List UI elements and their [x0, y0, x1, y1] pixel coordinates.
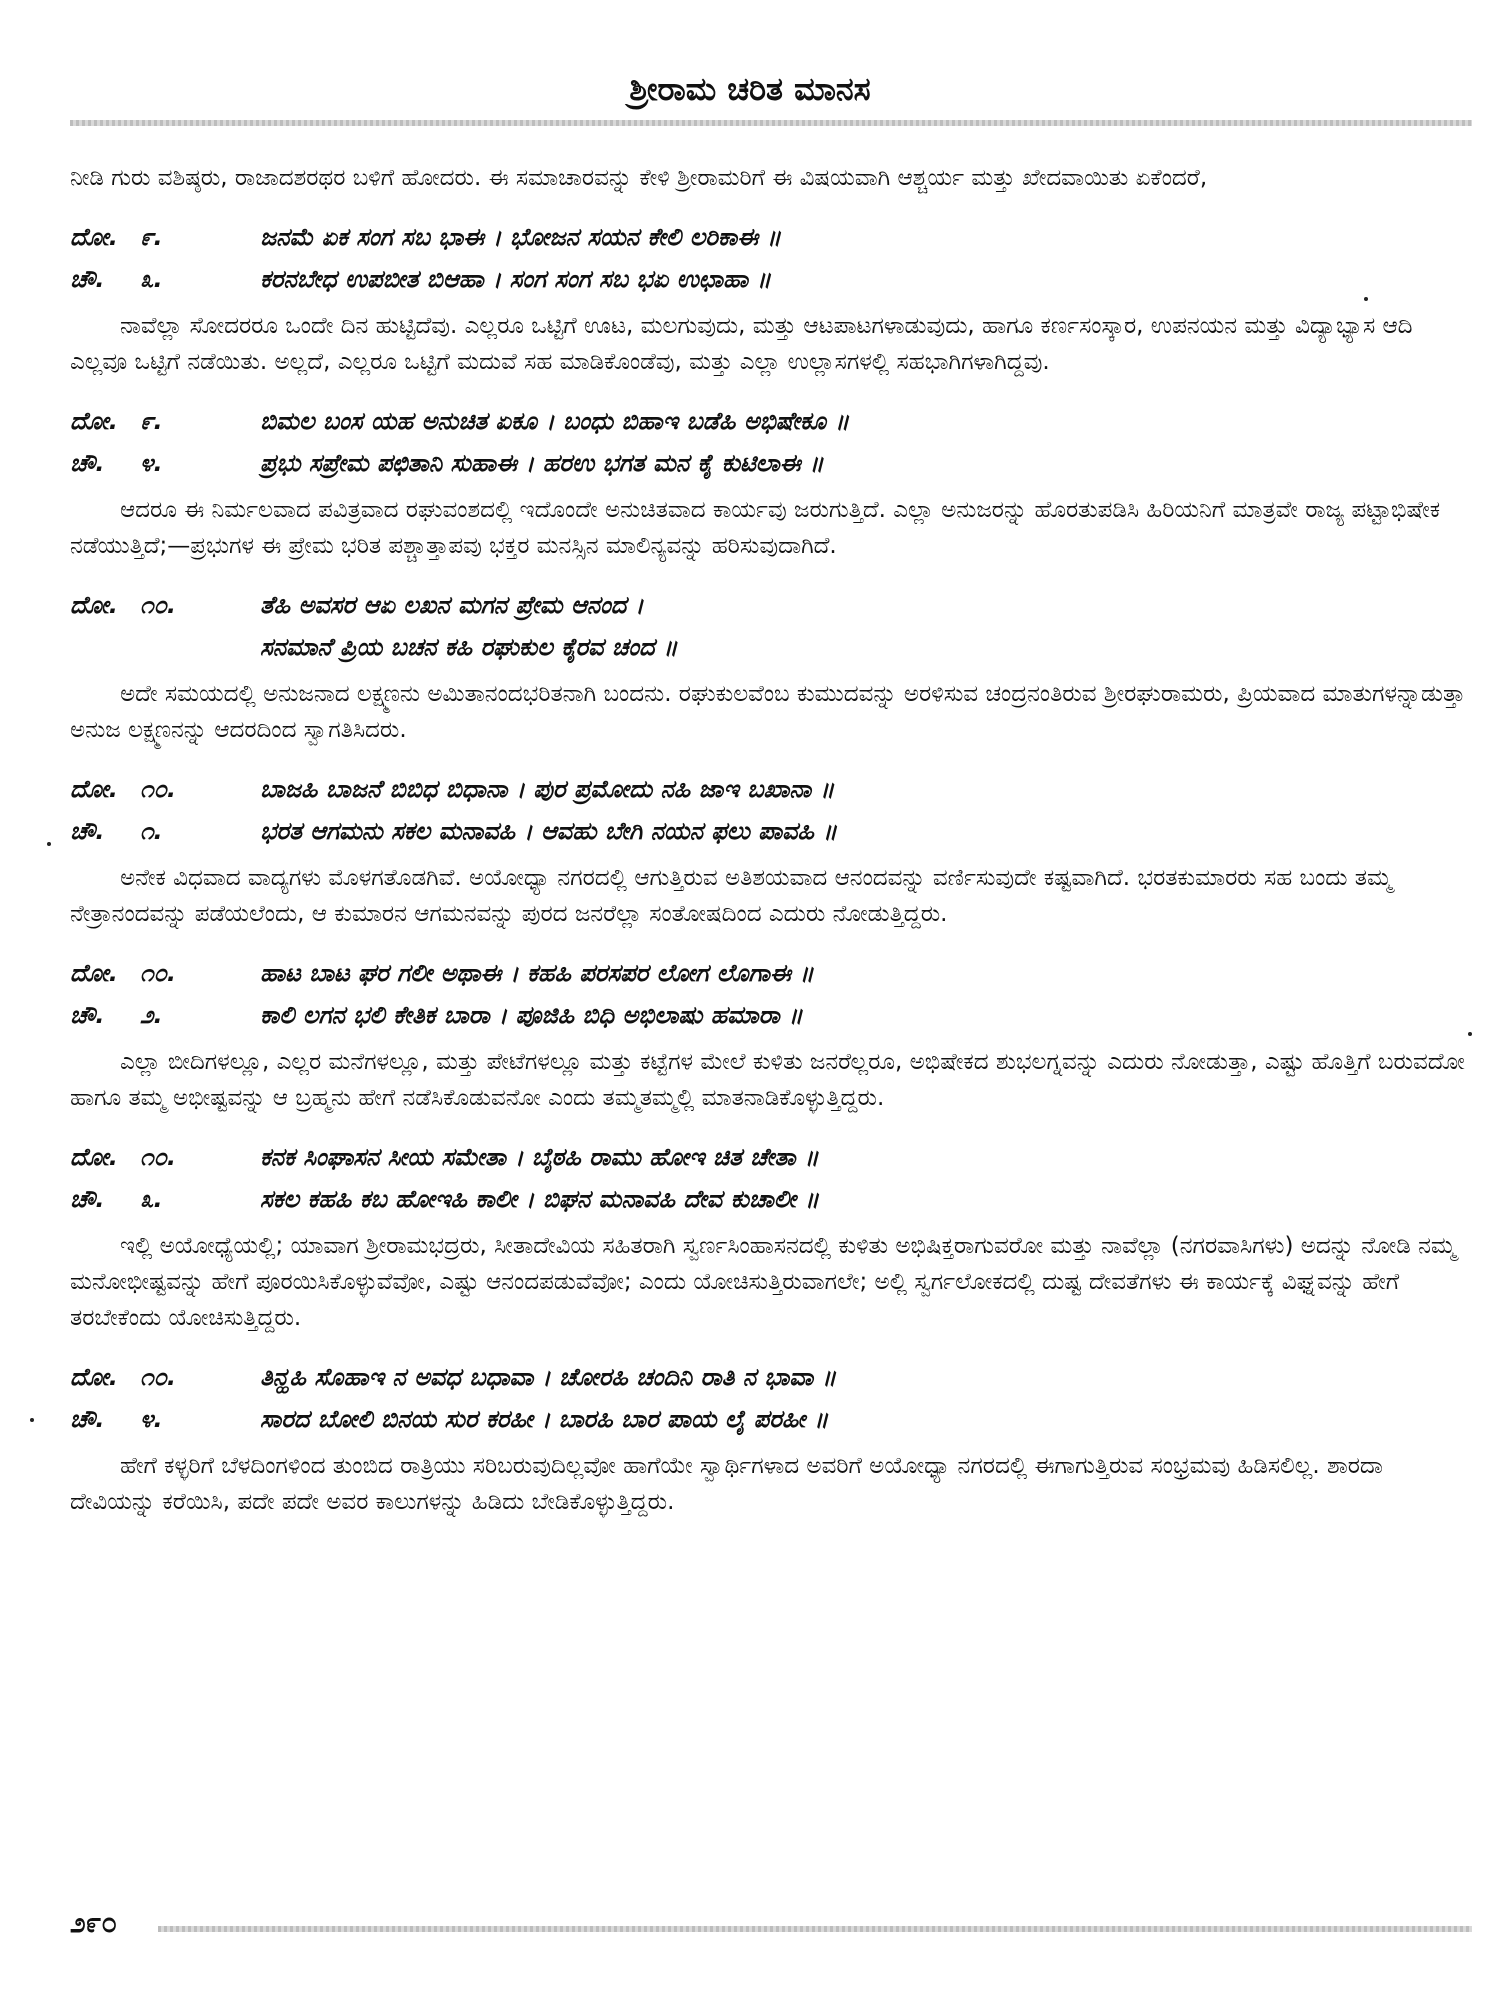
verse-label: ಚೌ. — [70, 265, 105, 293]
verse-text: ತಿನ್ಹಹಿ ಸೊಹಾಇ ನ ಅವಧ ಬಧಾವಾ । ಚೋರಹಿ ಚಂದಿನಿ ರಾತಿ ನ ಭಾವಾ ॥ — [260, 1363, 837, 1391]
prose-paragraph: ಇಲ್ಲಿ ಅಯೋಧ್ಯೆಯಲ್ಲಿ; ಯಾವಾಗ ಶ್ರೀರಾಮಭದ್ರರು, ಸೀತಾದೇವಿಯ ಸಹಿತರಾಗಿ ಸ್ವರ್ಣಸಿಂಹಾಸನದಲ್ಲಿ ಕುಳಿತು ಅಭಿಷಿಕ್ತರಾಗುವರೋ ಮತ್ತು ನಾವೆಲ್ಲಾ (ನಗರವಾಸಿಗಳು) ಅದನ್ನು ನೋಡಿ ನಮ್ಮ ಮನೋಭೀಷ್ಟವನ್ನು ಹೇಗೆ ಪೂರಯಿಸಿಕೊಳ್ಳುವೆವೋ, ಎಷ್ಟು ಆನಂದಪಡುವೆವೋ; ಎಂದು ಯೋಚಿಸುತ್ತಿರುವಾಗಲೇ; ಅಲ್ಲಿ ಸ್ವರ್ಗಲೋಕದಲ್ಲಿ ದುಷ್ಟ ದೇವತೆಗಳು ಈ ಕಾರ್ಯಕ್ಕೆ ವಿಘ್ನವನ್ನು ಹೇಗೆ ತರಬೇಕೆಂದು ಯೋಚಿಸುತ್ತಿದ್ದರು. — [70, 1233, 1456, 1331]
verse-text: ಕಾಲಿ ಲಗನ ಭಲಿ ಕೇತಿಕ ಬಾರಾ । ಪೂಜಿಹಿ ಬಿಧಿ ಅಭಿಲಾಷು ಹಮಾರಾ ॥ — [260, 1001, 803, 1029]
scan-speck — [1364, 297, 1368, 301]
verse-text: ಹಾಟ ಬಾಟ ಘರ ಗಲೀ ಅಥಾಈ । ಕಹಹಿ ಪರಸಪರ ಲೋಗ ಲೊಗಾಈ ॥ — [260, 959, 814, 987]
verse-block — [70, 952, 1470, 1036]
verse-text: ಸನಮಾನೆ ಪ್ರಿಯ ಬಚನ ಕಹಿ ರಘುಕುಲ ಕೈರವ ಚಂದ ॥ — [260, 633, 678, 661]
verse-label: ದೋ. — [70, 223, 118, 251]
scan-speck — [47, 842, 51, 846]
verse-line — [70, 626, 1470, 668]
intro-paragraph: ನೀಡಿ ಗುರು ವಶಿಷ್ಠರು, ರಾಜಾದಶರಥರ ಬಳಿಗೆ ಹೋದರು. ಈ ಸಮಾಚಾರವನ್ನು ಕೇಳಿ ಶ್ರೀರಾಮರಿಗೆ ಈ ವಿಷಯವಾಗಿ ಆಶ್ಚರ್ಯ ಮತ್ತು ಖೇದವಾಯಿತು ಏಕೆಂದರೆ, — [70, 165, 1208, 191]
verse-number: ೯. — [140, 407, 163, 435]
verse-line — [70, 442, 1470, 484]
prose-paragraph: ಅದೇ ಸಮಯದಲ್ಲಿ ಅನುಜನಾದ ಲಕ್ಷ್ಮಣನು ಅಮಿತಾನಂದಭರಿತನಾಗಿ ಬಂದನು. ರಘುಕುಲವೆಂಬ ಕುಮುದವನ್ನು ಅರಳಿಸುವ ಚಂದ್ರನಂತಿರುವ ಶ್ರೀರಘುರಾಮರು, ಪ್ರಿಯವಾದ ಮಾತುಗಳನ್ನಾಡುತ್ತಾ ಅನುಜ ಲಕ್ಷ್ಮಣನನ್ನು ಆದರದಿಂದ ಸ್ವಾಗತಿಸಿದರು. — [70, 681, 1466, 743]
verse-text: ಬಿಮಲ ಬಂಸ ಯಹ ಅನುಚಿತ ಏಕೂ । ಬಂಧು ಬಿಹಾಇ ಬಡೆಹಿ ಅಭಿಷೇಕೂ ॥ — [260, 407, 850, 435]
page-title: ಶ್ರೀರಾಮ ಚರಿತ ಮಾನಸ — [629, 70, 871, 108]
verse-line — [70, 1136, 1470, 1178]
verse-block — [70, 400, 1470, 484]
verse-label: ದೋ. — [70, 407, 118, 435]
verse-number: ೩. — [140, 265, 163, 293]
prose-paragraph: ಆದರೂ ಈ ನಿರ್ಮಲವಾದ ಪವಿತ್ರವಾದ ರಘುವಂಶದಲ್ಲಿ ಇದೊಂದೇ ಅನುಚಿತವಾದ ಕಾರ್ಯವು ಜರುಗುತ್ತಿದೆ. ಎಲ್ಲಾ ಅನುಜರನ್ನು ಹೊರತುಪಡಿಸಿ ಹಿರಿಯನಿಗೆ ಮಾತ್ರವೇ ರಾಜ್ಯ ಪಟ್ಟಾಭಿಷೇಕ ನಡೆಯುತ್ತಿದೆ;—ಪ್ರಭುಗಳ ಈ ಪ್ರೇಮ ಭರಿತ ಪಶ್ಚಾತ್ತಾಪವು ಭಕ್ತರ ಮನಸ್ಸಿನ ಮಾಲಿನ್ಯವನ್ನು ಹರಿಸುವುದಾಗಿದೆ. — [70, 497, 1441, 559]
prose-paragraph: ಎಲ್ಲಾ ಬೀದಿಗಳಲ್ಲೂ, ಎಲ್ಲರ ಮನೆಗಳಲ್ಲೂ, ಮತ್ತು ಪೇಟೆಗಳಲ್ಲೂ ಮತ್ತು ಕಟ್ಟೆಗಳ ಮೇಲೆ ಕುಳಿತು ಜನರೆಲ್ಲರೂ, ಅಭಿಷೇಕದ ಶುಭಲಗ್ನವನ್ನು ಎದುರು ನೋಡುತ್ತಾ, ಎಷ್ಟು ಹೊತ್ತಿಗೆ ಬರುವದೋ ಹಾಗೂ ತಮ್ಮ ಅಭೀಷ್ಟವನ್ನು ಆ ಬ್ರಹ್ಮನು ಹೇಗೆ ನಡೆಸಿಕೊಡುವನೋ ಎಂದು ತಮ್ಮತಮ್ಮಲ್ಲಿ ಮಾತನಾಡಿಕೊಳ್ಳುತ್ತಿದ್ದರು. — [70, 1049, 1465, 1111]
verse-block — [70, 768, 1470, 852]
verse-line — [70, 400, 1470, 442]
verse-text: ಜನಮೆ ಏಕ ಸಂಗ ಸಬ ಭಾಈ । ಭೋಜನ ಸಯನ ಕೇಲಿ ಲರಿಕಾಈ ॥ — [260, 223, 782, 251]
verse-label: ಚೌ. — [70, 1405, 105, 1433]
page-number: ೨೯೦ — [70, 1906, 118, 1939]
verse-label: ಚೌ. — [70, 1185, 105, 1213]
verse-block — [70, 216, 1470, 300]
verse-label: ದೋ. — [70, 1363, 118, 1391]
verse-number: ೧೦. — [140, 1363, 176, 1391]
prose-paragraph: ಅನೇಕ ವಿಧವಾದ ವಾದ್ಯಗಳು ಮೊಳಗತೊಡಗಿವೆ. ಅಯೋಧ್ಯಾ ನಗರದಲ್ಲಿ ಆಗುತ್ತಿರುವ ಅತಿಶಯವಾದ ಆನಂದವನ್ನು ವರ್ಣಿಸುವುದೇ ಕಷ್ಟವಾಗಿದೆ. ಭರತಕುಮಾರರು ಸಹ ಬಂದು ತಮ್ಮ ನೇತ್ರಾನಂದವನ್ನು ಪಡೆಯಲೆಂದು, ಆ ಕುಮಾರನ ಆಗಮನವನ್ನು ಪುರದ ಜನರೆಲ್ಲಾ ಸಂತೋಷದಿಂದ ಎದುರು ನೋಡುತ್ತಿದ್ದರು. — [70, 865, 1392, 927]
verse-line — [70, 768, 1470, 810]
scan-speck — [1468, 1032, 1472, 1036]
verse-label: ದೋ. — [70, 959, 118, 987]
verse-text: ಬಾಜಹಿ ಬಾಜನೆ ಬಿಬಿಧ ಬಿಧಾನಾ । ಪುರ ಪ್ರಮೋದು ನಹಿ ಜಾಇ ಬಖಾನಾ ॥ — [260, 775, 835, 803]
prose-paragraph: ನಾವೆಲ್ಲಾ ಸೋದರರೂ ಒಂದೇ ದಿನ ಹುಟ್ಟಿದೆವು. ಎಲ್ಲರೂ ಒಟ್ಟಿಗೆ ಊಟ, ಮಲಗುವುದು, ಮತ್ತು ಆಟಪಾಟಗಳಾಡುವುದು, ಹಾಗೂ ಕರ್ಣಸಂಸ್ಕಾರ, ಉಪನಯನ ಮತ್ತು ವಿದ್ಯಾಭ್ಯಾಸ ಆದಿ ಎಲ್ಲವೂ ಒಟ್ಟಿಗೆ ನಡೆಯಿತು. ಅಲ್ಲದೆ, ಎಲ್ಲರೂ ಒಟ್ಟಿಗೆ ಮದುವೆ ಸಹ ಮಾಡಿಕೊಂಡೆವು, ಮತ್ತು ಎಲ್ಲಾ ಉಲ್ಲಾಸಗಳಲ್ಲಿ ಸಹಭಾಗಿಗಳಾಗಿದ್ದವು. — [70, 313, 1413, 375]
verse-number: ೧೦. — [140, 591, 176, 619]
scan-speck — [30, 1418, 34, 1422]
verse-text: ಸಾರದ ಬೋಲಿ ಬಿನಯ ಸುರ ಕರಹೀ । ಬಾರಹಿ ಬಾರ ಪಾಯ ಲೈ ಪರಹೀ ॥ — [260, 1405, 829, 1433]
verse-line — [70, 810, 1470, 852]
verse-text: ತೆಹಿ ಅವಸರ ಆಏ ಲಖನ ಮಗನ ಪ್ರೇಮ ಆನಂದ । — [260, 591, 644, 619]
verse-line — [70, 216, 1470, 258]
verse-number: ೧. — [140, 817, 163, 845]
verse-label: ಚೌ. — [70, 449, 105, 477]
verse-block — [70, 584, 1470, 668]
verse-text: ಕರನಬೇಧ ಉಪಬೀತ ಬಿಆಹಾ । ಸಂಗ ಸಂಗ ಸಬ ಭಏ ಉಛಾಹಾ ॥ — [260, 265, 772, 293]
verse-label: ದೋ. — [70, 591, 118, 619]
footer-divider — [158, 1926, 1472, 1932]
verse-label: ಚೌ. — [70, 817, 105, 845]
verse-block — [70, 1136, 1470, 1220]
verse-number: ೯. — [140, 223, 163, 251]
prose-paragraph: ಹೇಗೆ ಕಳ್ಳರಿಗೆ ಬೆಳದಿಂಗಳಿಂದ ತುಂಬಿದ ರಾತ್ರಿಯು ಸರಿಬರುವುದಿಲ್ಲವೋ ಹಾಗೆಯೇ ಸ್ವಾರ್ಥಿಗಳಾದ ಅವರಿಗೆ ಅಯೋಧ್ಯಾ ನಗರದಲ್ಲಿ ಈಗಾಗುತ್ತಿರುವ ಸಂಭ್ರಮವು ಹಿಡಿಸಲಿಲ್ಲ. ಶಾರದಾ ದೇವಿಯನ್ನು ಕರೆಯಿಸಿ, ಪದೇ ಪದೇ ಅವರ ಕಾಲುಗಳನ್ನು ಹಿಡಿದು ಬೇಡಿಕೊಳ್ಳುತ್ತಿದ್ದರು. — [70, 1453, 1383, 1515]
verse-line — [70, 1398, 1470, 1440]
verse-line — [70, 1178, 1470, 1220]
verse-text: ಪ್ರಭು ಸಪ್ರೇಮ ಪಛಿತಾನಿ ಸುಹಾಈ । ಹರಉ ಭಗತ ಮನ ಕೈ ಕುಟಿಲಾಈ ॥ — [260, 449, 824, 477]
verse-line — [70, 258, 1470, 300]
verse-label: ಚೌ. — [70, 1001, 105, 1029]
verse-number: ೧೦. — [140, 959, 176, 987]
verse-line — [70, 1356, 1470, 1398]
page-body — [70, 160, 1470, 1520]
verse-label: ದೋ. — [70, 1143, 118, 1171]
verse-line — [70, 994, 1470, 1036]
verse-number: ೪. — [140, 1405, 163, 1433]
verse-line — [70, 584, 1470, 626]
verse-block — [70, 1356, 1470, 1440]
header-divider — [70, 120, 1472, 126]
verse-label: ದೋ. — [70, 775, 118, 803]
verse-number: ೩. — [140, 1185, 163, 1213]
verse-text: ಸಕಲ ಕಹಹಿ ಕಬ ಹೋಇಹಿ ಕಾಲೀ । ಬಿಘನ ಮನಾವಹಿ ದೇವ ಕುಚಾಲೀ ॥ — [260, 1185, 820, 1213]
verse-number: ೨. — [140, 1001, 163, 1029]
verse-line — [70, 952, 1470, 994]
verse-number: ೧೦. — [140, 1143, 176, 1171]
verse-number: ೧೦. — [140, 775, 176, 803]
verse-sections — [70, 216, 1470, 1520]
verse-number: ೪. — [140, 449, 163, 477]
verse-text: ಕನಕ ಸಿಂಘಾಸನ ಸೀಯ ಸಮೇತಾ । ಬೈಠಹಿ ರಾಮು ಹೋಇ ಚಿತ ಚೇತಾ ॥ — [260, 1143, 819, 1171]
verse-text: ಭರತ ಆಗಮನು ಸಕಲ ಮನಾವಹಿ । ಆವಹು ಬೇಗಿ ನಯನ ಫಲು ಪಾವಹಿ ॥ — [260, 817, 837, 845]
